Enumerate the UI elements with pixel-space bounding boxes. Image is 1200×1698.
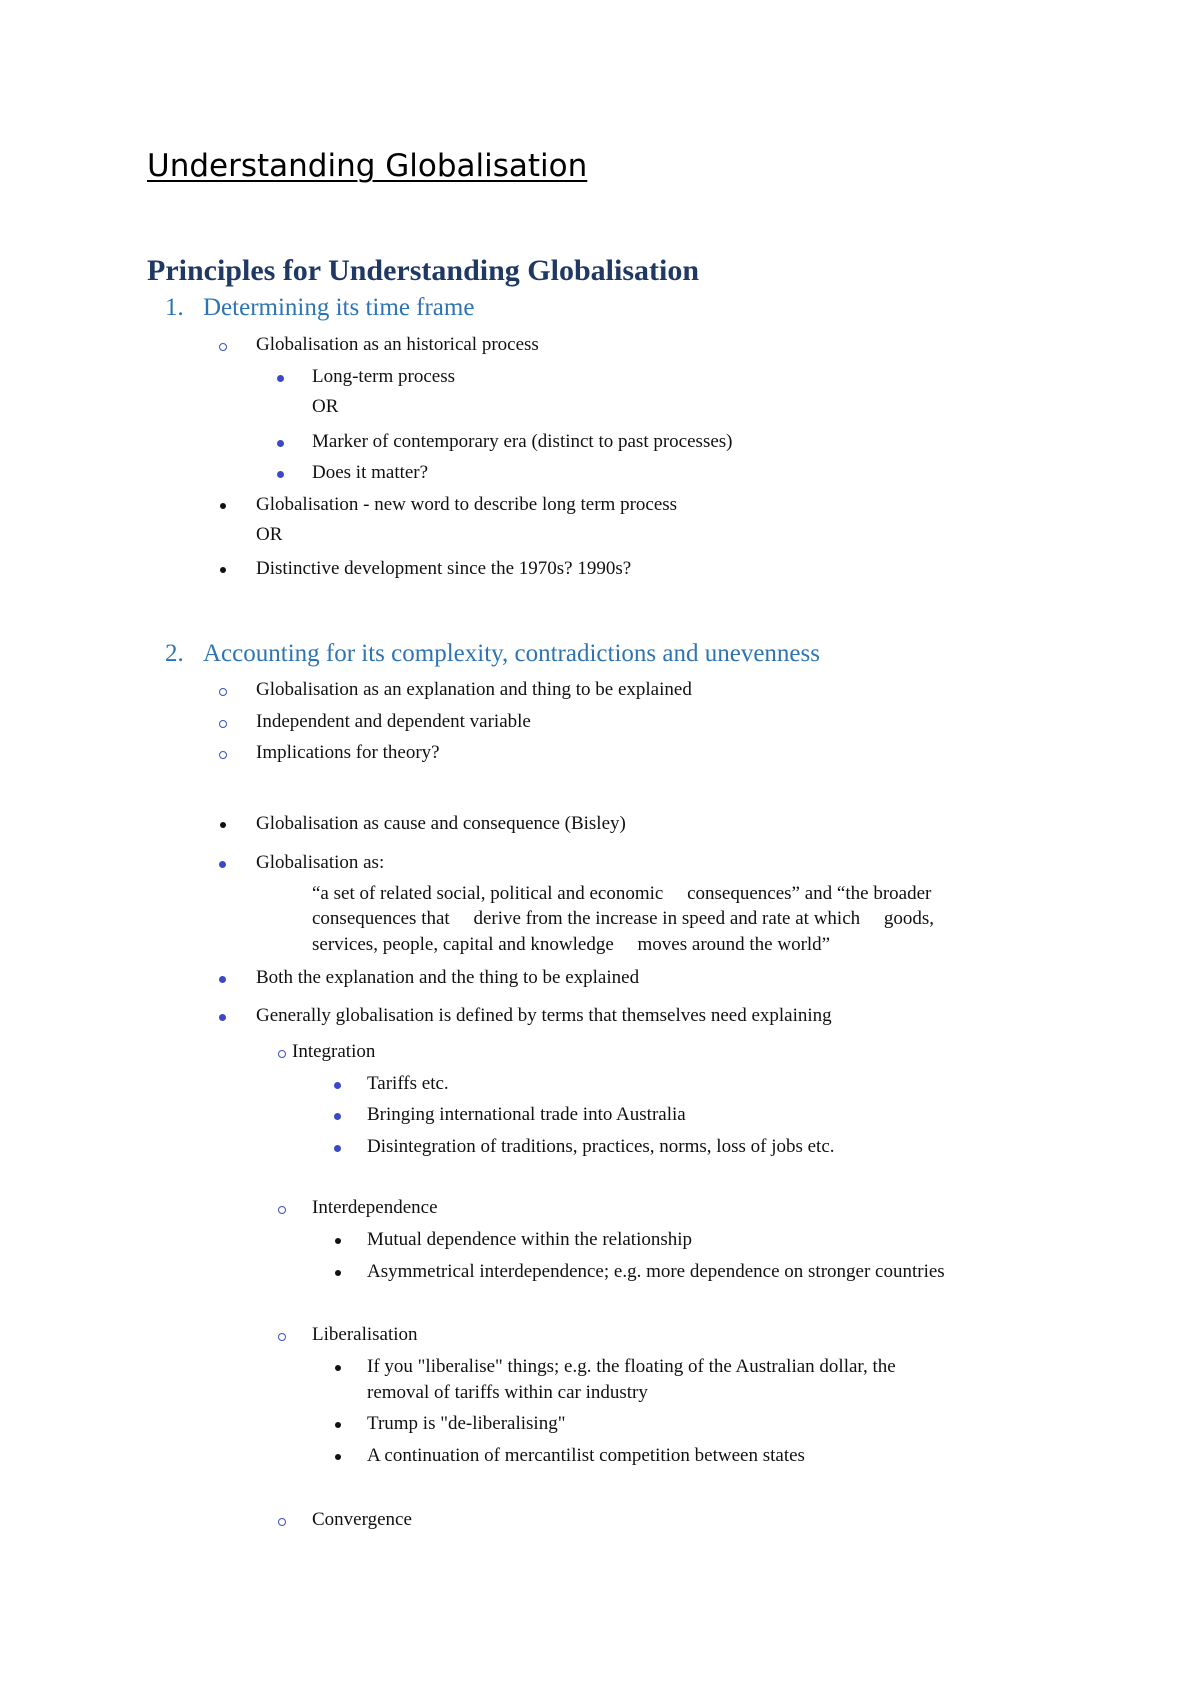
list-item: Interdependence — [312, 1197, 438, 1218]
quote-line: “a set of related social, political and economic consequences” and “the broader — [312, 883, 932, 904]
list-item: Distinctive development since the 1970s? 1990s? — [256, 558, 632, 579]
section-1-label: Determining its time frame — [203, 294, 475, 321]
list-item: Bringing international trade into Australia — [367, 1104, 686, 1125]
list-item: Tariffs etc. — [367, 1073, 449, 1094]
list-item: Integration — [292, 1041, 376, 1062]
bullet-icon — [334, 1113, 341, 1120]
list-item-continued: removal of tariffs within car industry — [367, 1382, 648, 1403]
hollow-bullet-icon — [278, 1206, 286, 1214]
list-item: Long-term process — [312, 366, 455, 387]
hollow-bullet-icon — [278, 1518, 286, 1526]
list-item: Implications for theory? — [256, 742, 440, 763]
hollow-bullet-icon — [278, 1050, 286, 1058]
section-1-number: 1. — [165, 294, 184, 321]
quote-line: consequences that derive from the increase in speed and rate at which goods, — [312, 908, 935, 929]
bullet-icon — [277, 375, 284, 382]
bullet-icon — [335, 1238, 341, 1244]
bullet-icon — [335, 1454, 341, 1460]
hollow-bullet-icon — [278, 1333, 286, 1341]
list-item: Convergence — [312, 1509, 412, 1530]
section-2-heading — [165, 640, 820, 668]
list-item: Mutual dependence within the relationship — [367, 1229, 693, 1250]
list-item: Globalisation as an historical process — [256, 334, 539, 355]
list-item: Does it matter? — [312, 462, 429, 483]
list-item: Globalisation - new word to describe long term process — [256, 494, 678, 515]
list-item: A continuation of mercantilist competition between states — [367, 1445, 805, 1466]
bullet-icon — [334, 1145, 341, 1152]
bullet-icon — [335, 1422, 341, 1428]
bullet-icon — [219, 861, 226, 868]
hollow-bullet-icon — [219, 720, 227, 728]
list-item: Liberalisation — [312, 1324, 418, 1345]
list-item: Globalisation as cause and consequence (Bisley) — [256, 813, 626, 834]
section-2-number: 2. — [165, 640, 184, 667]
list-item: OR — [256, 524, 283, 545]
document-title: Understanding Globalisation — [147, 148, 588, 184]
hollow-bullet-icon — [219, 343, 227, 351]
bullet-icon — [335, 1270, 341, 1276]
list-item: Independent and dependent variable — [256, 711, 531, 732]
hollow-bullet-icon — [219, 688, 227, 696]
bullet-icon — [220, 503, 226, 509]
section-1-heading — [165, 294, 474, 322]
bullet-icon — [219, 976, 226, 983]
list-item: Disintegration of traditions, practices, norms, loss of jobs etc. — [367, 1136, 835, 1157]
bullet-icon — [219, 1014, 226, 1021]
heading-principles: Principles for Understanding Globalisation — [147, 254, 700, 287]
list-item: Both the explanation and the thing to be explained — [256, 967, 640, 988]
list-item: OR — [312, 396, 339, 417]
list-item: Marker of contemporary era (distinct to past processes) — [312, 431, 733, 452]
quote-line: services, people, capital and knowledge moves around the world” — [312, 934, 831, 955]
list-item: Asymmetrical interdependence; e.g. more dependence on stronger countries — [367, 1261, 945, 1282]
bullet-icon — [335, 1365, 341, 1371]
bullet-icon — [334, 1082, 341, 1089]
bullet-icon — [220, 567, 226, 573]
bullet-icon — [220, 822, 226, 828]
list-item: Trump is "de-liberalising" — [367, 1413, 566, 1434]
bullet-icon — [277, 440, 284, 447]
section-2-label: Accounting for its complexity, contradictions and unevenness — [203, 640, 820, 667]
bullet-icon — [277, 471, 284, 478]
list-item: Globalisation as: — [256, 852, 385, 873]
hollow-bullet-icon — [219, 751, 227, 759]
list-item: If you "liberalise" things; e.g. the floating of the Australian dollar, the — [367, 1356, 896, 1377]
list-item: Generally globalisation is defined by terms that themselves need explaining — [256, 1005, 832, 1026]
list-item: Globalisation as an explanation and thing to be explained — [256, 679, 692, 700]
